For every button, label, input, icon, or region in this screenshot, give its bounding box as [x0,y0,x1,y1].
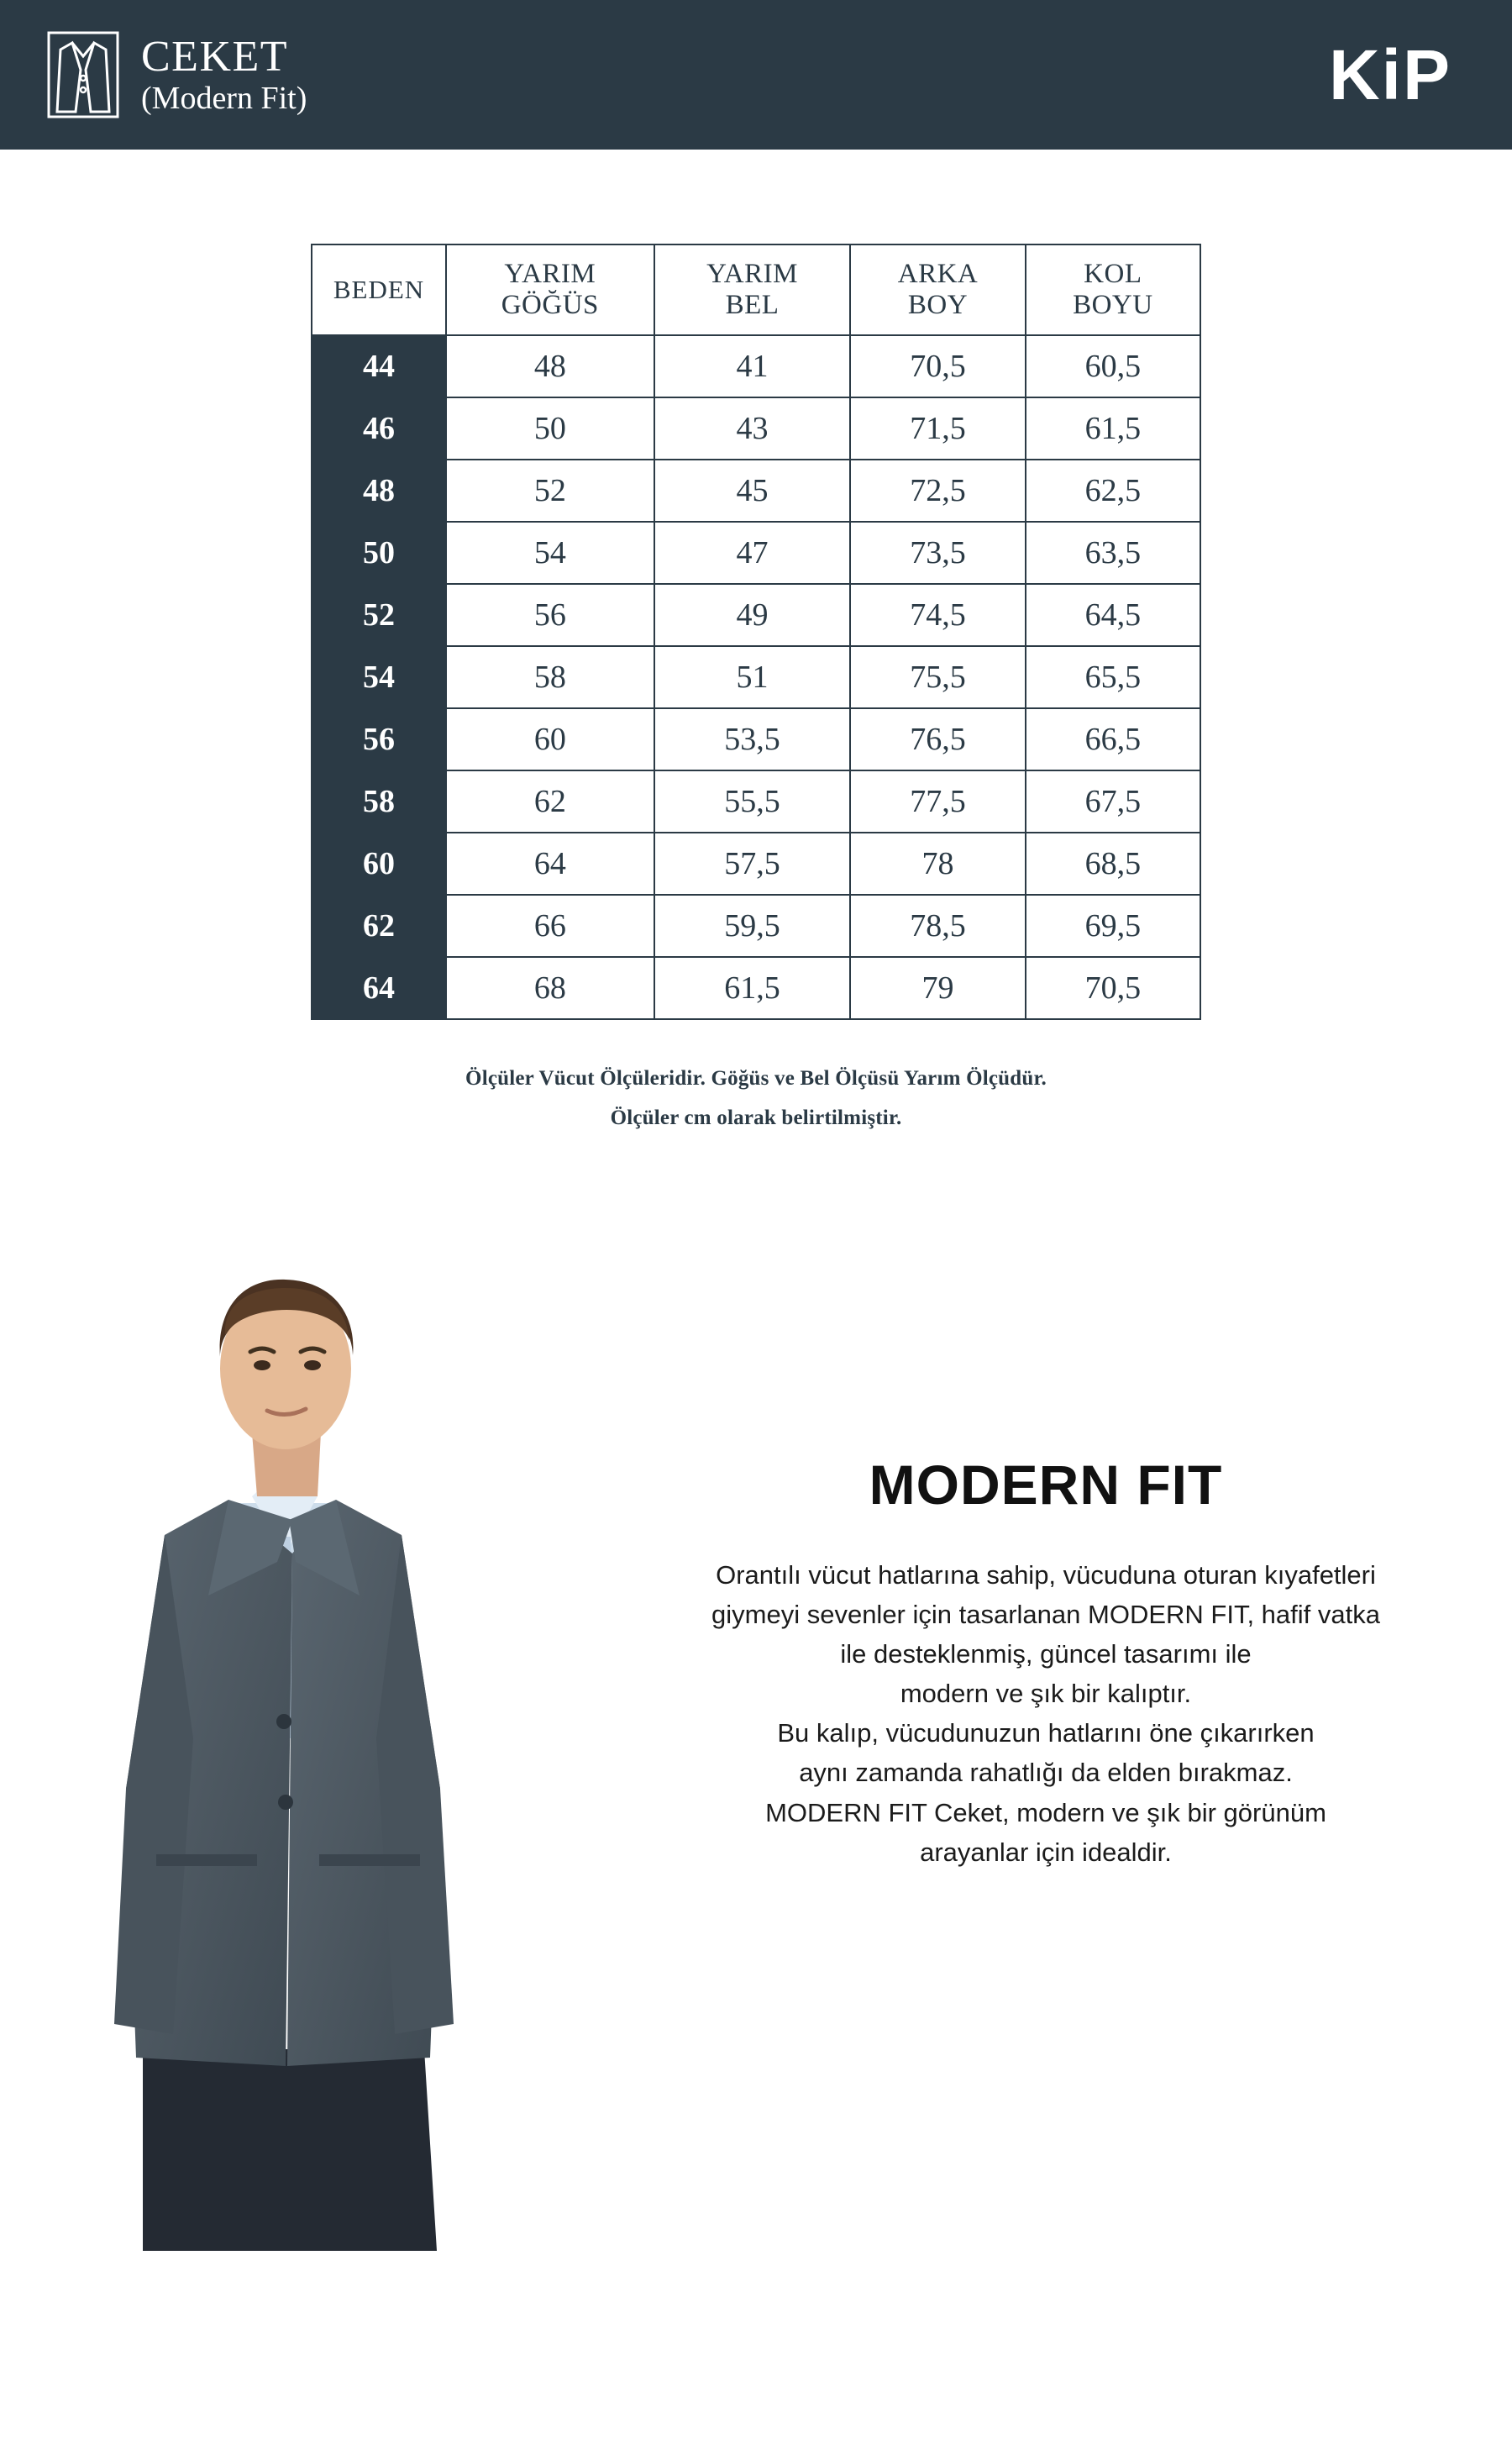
cell-yarim-gogus: 54 [446,522,654,584]
cell-yarim-gogus: 62 [446,770,654,833]
page-subtitle: (Modern Fit) [141,81,307,116]
jacket-icon [47,31,119,118]
cell-yarim-bel: 61,5 [654,957,851,1019]
table-row [312,397,1200,460]
cell-beden: 54 [312,646,446,708]
cell-kol-boyu: 62,5 [1026,460,1200,522]
cell-yarim-gogus: 58 [446,646,654,708]
cell-yarim-gogus: 64 [446,833,654,895]
cell-arka-boy: 73,5 [850,522,1025,584]
cell-kol-boyu: 65,5 [1026,646,1200,708]
cell-kol-boyu: 64,5 [1026,584,1200,646]
cell-beden: 58 [312,770,446,833]
size-table [311,244,1201,1020]
cell-beden: 46 [312,397,446,460]
cell-kol-boyu: 61,5 [1026,397,1200,460]
cell-beden: 64 [312,957,446,1019]
measurement-notes [294,1059,1218,1138]
model-photo [0,1201,622,2251]
fit-desc-line: Orantılı vücut hatlarına sahip, vücuduna oturan kıyafetleri [716,1559,1376,1590]
column-header-yarim-bel-line2: BEL [725,289,780,320]
table-row [312,770,1200,833]
cell-arka-boy: 77,5 [850,770,1025,833]
size-table-head [312,244,1200,335]
cell-kol-boyu: 60,5 [1026,335,1200,397]
size-table-wrap [311,244,1201,1020]
note-line-1: Ölçüler Vücut Ölçüleridir. Göğüs ve Bel Ölçüsü Yarım Ölçüdür. [465,1066,1047,1090]
cell-beden: 44 [312,335,446,397]
table-row [312,335,1200,397]
cell-yarim-gogus: 68 [446,957,654,1019]
cell-arka-boy: 72,5 [850,460,1025,522]
cell-beden: 50 [312,522,446,584]
table-row [312,895,1200,957]
header-titles [141,35,307,114]
table-row [312,708,1200,770]
column-header-yarim-gogus-line1: YARIM [504,259,596,289]
cell-arka-boy: 71,5 [850,397,1025,460]
fit-text-block [622,1201,1512,1872]
cell-arka-boy: 75,5 [850,646,1025,708]
cell-kol-boyu: 66,5 [1026,708,1200,770]
cell-yarim-bel: 49 [654,584,851,646]
cell-yarim-bel: 45 [654,460,851,522]
table-row [312,460,1200,522]
column-header-kol-boyu-line2: BOYU [1073,289,1153,320]
fit-title: MODERN FIT [869,1453,1223,1516]
header-left-group [47,31,307,118]
page-header [0,0,1512,150]
fit-section [0,1201,1512,2251]
column-header-yarim-bel-line1: YARIM [706,259,798,289]
column-header-yarim-bel [654,244,851,335]
column-header-arka-boy [850,244,1025,335]
cell-yarim-gogus: 66 [446,895,654,957]
cell-kol-boyu: 67,5 [1026,770,1200,833]
fit-desc-line: MODERN FIT Ceket, modern ve şık bir görünüm [765,1797,1326,1827]
cell-yarim-bel: 41 [654,335,851,397]
cell-yarim-bel: 59,5 [654,895,851,957]
cell-yarim-bel: 43 [654,397,851,460]
table-row [312,833,1200,895]
fit-desc-line: ile desteklenmiş, güncel tasarımı ile [840,1639,1252,1669]
cell-beden: 62 [312,895,446,957]
cell-yarim-gogus: 50 [446,397,654,460]
fit-desc-line: arayanlar için idealdir. [920,1837,1172,1867]
size-table-body [312,335,1200,1019]
page-title: CEKET [141,33,289,81]
column-header-kol-boyu [1026,244,1200,335]
column-header-arka-boy-line2: BOY [907,289,969,320]
cell-yarim-bel: 55,5 [654,770,851,833]
fit-desc-line: aynı zamanda rahatlığı da elden bırakmaz. [799,1758,1293,1788]
column-header-beden-line1: BEDEN [333,274,425,304]
cell-yarim-gogus: 56 [446,584,654,646]
column-header-yarim-gogus [446,244,654,335]
cell-yarim-bel: 47 [654,522,851,584]
cell-yarim-bel: 57,5 [654,833,851,895]
table-header-row [312,244,1200,335]
cell-arka-boy: 78 [850,833,1025,895]
cell-yarim-bel: 53,5 [654,708,851,770]
column-header-yarim-gogus-line2: GÖĞÜS [501,289,599,320]
fit-desc-line: Bu kalıp, vücudunuzun hatlarını öne çıkarırken [777,1718,1315,1748]
table-row [312,584,1200,646]
cell-beden: 52 [312,584,446,646]
cell-beden: 56 [312,708,446,770]
cell-kol-boyu: 69,5 [1026,895,1200,957]
cell-arka-boy: 78,5 [850,895,1025,957]
column-header-kol-boyu-line1: KOL [1084,259,1142,289]
cell-arka-boy: 70,5 [850,335,1025,397]
note-line-2: Ölçüler cm olarak belirtilmiştir. [610,1107,902,1130]
fit-desc-line: modern ve şık bir kalıptır. [900,1679,1192,1709]
brand-logo: KiP [1328,34,1452,114]
column-header-arka-boy-line1: ARKA [897,259,979,289]
cell-kol-boyu: 70,5 [1026,957,1200,1019]
cell-arka-boy: 79 [850,957,1025,1019]
table-row [312,957,1200,1019]
cell-beden: 60 [312,833,446,895]
cell-yarim-bel: 51 [654,646,851,708]
cell-yarim-gogus: 52 [446,460,654,522]
table-row [312,522,1200,584]
cell-kol-boyu: 68,5 [1026,833,1200,895]
table-row [312,646,1200,708]
cell-kol-boyu: 63,5 [1026,522,1200,584]
fit-description [630,1555,1462,1872]
cell-arka-boy: 76,5 [850,708,1025,770]
column-header-beden [312,244,446,335]
fit-desc-line: giymeyi sevenler için tasarlanan MODERN FIT, hafif vatka [711,1600,1380,1630]
cell-beden: 48 [312,460,446,522]
cell-yarim-gogus: 60 [446,708,654,770]
cell-arka-boy: 74,5 [850,584,1025,646]
cell-yarim-gogus: 48 [446,335,654,397]
